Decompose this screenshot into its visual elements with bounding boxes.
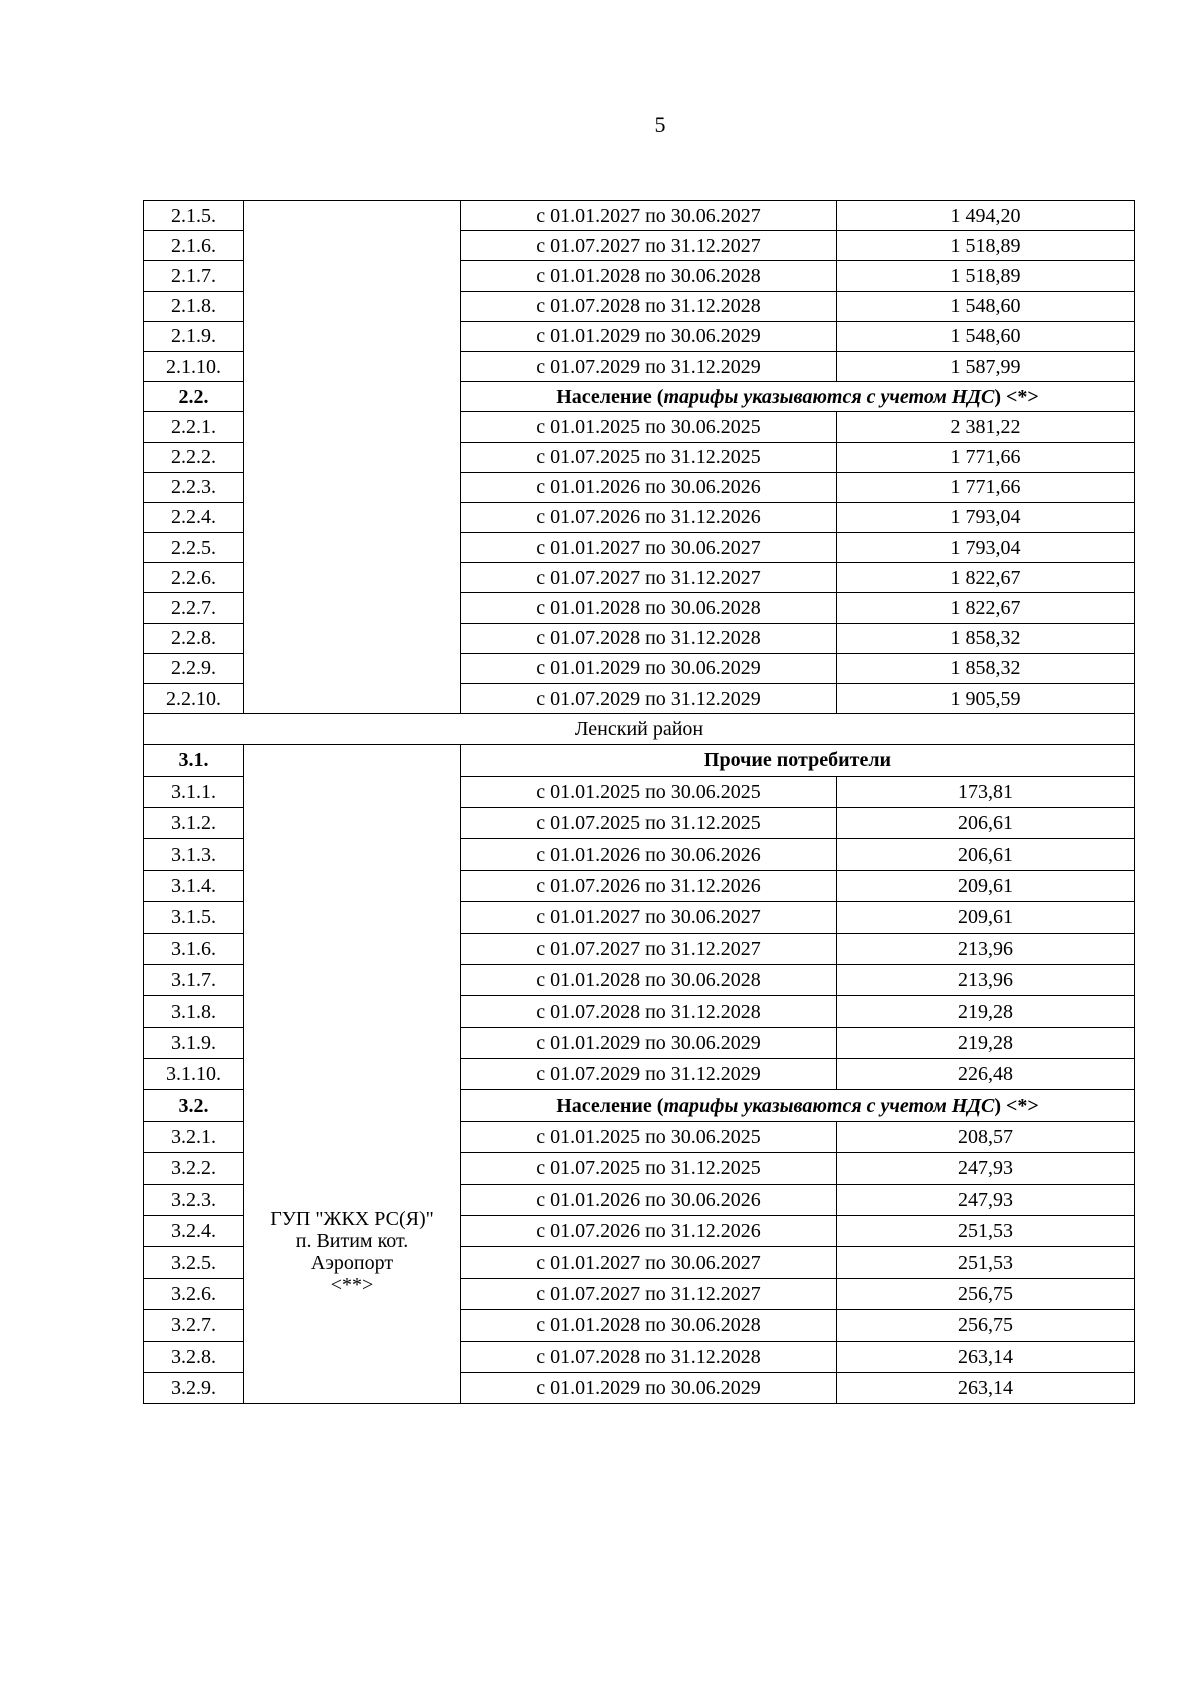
row-number: 3.1.3.	[144, 839, 244, 870]
group-title-suffix: ) <*>	[994, 1094, 1039, 1117]
tariff-value-cell: 1 548,60	[837, 291, 1135, 321]
row-number: 3.2.6.	[144, 1278, 244, 1309]
row-number: 2.1.5.	[144, 201, 244, 231]
organization-name-line: ГУП "ЖКХ РС(Я)"	[270, 1207, 434, 1230]
period-cell: с 01.07.2028 по 31.12.2028	[461, 996, 837, 1027]
group-row	[144, 745, 1135, 776]
tariff-value-cell: 247,93	[837, 1153, 1135, 1184]
tariff-value-cell: 1 771,66	[837, 472, 1135, 502]
tariff-value-cell: 263,14	[837, 1373, 1135, 1404]
group-title	[461, 1090, 1135, 1121]
period-cell: с 01.01.2026 по 30.06.2026	[461, 1184, 837, 1215]
row-number: 3.1.5.	[144, 902, 244, 933]
tariff-table	[143, 200, 1135, 1404]
district-row	[144, 714, 1135, 745]
row-number: 3.2.1.	[144, 1121, 244, 1152]
row-number: 2.2.6.	[144, 563, 244, 593]
tariff-value-cell: 213,96	[837, 933, 1135, 964]
row-number: 3.2.7.	[144, 1310, 244, 1341]
tariff-value-cell: 251,53	[837, 1247, 1135, 1278]
group-title	[461, 382, 1135, 412]
period-cell: с 01.01.2029 по 30.06.2029	[461, 653, 837, 683]
tariff-value-cell: 1 771,66	[837, 442, 1135, 472]
row-number: 2.1.8.	[144, 291, 244, 321]
row-number: 3.1.2.	[144, 807, 244, 838]
tariff-value-cell: 226,48	[837, 1059, 1135, 1090]
row-number: 2.2.3.	[144, 472, 244, 502]
period-cell: с 01.01.2025 по 30.06.2025	[461, 412, 837, 442]
group-number: 3.1.	[144, 745, 244, 776]
row-number: 2.1.9.	[144, 321, 244, 351]
row-number: 3.1.4.	[144, 870, 244, 901]
row-number: 2.1.6.	[144, 231, 244, 261]
tariff-value-cell: 1 822,67	[837, 593, 1135, 623]
tariff-value-cell: 208,57	[837, 1121, 1135, 1152]
period-cell: с 01.01.2029 по 30.06.2029	[461, 1027, 837, 1058]
tariff-value-cell: 1 494,20	[837, 201, 1135, 231]
period-cell: с 01.01.2028 по 30.06.2028	[461, 964, 837, 995]
tariff-value-cell: 1 858,32	[837, 653, 1135, 683]
district-label: Ленский район	[144, 714, 1135, 745]
organization-name-line: п. Витим кот.	[295, 1229, 409, 1252]
period-cell: с 01.07.2026 по 31.12.2026	[461, 1216, 837, 1247]
page-number: 5	[654, 112, 666, 137]
period-cell: с 01.07.2027 по 31.12.2027	[461, 563, 837, 593]
group-title-emphasis: тарифы указываются с учетом НДС	[663, 385, 995, 408]
row-number: 2.2.8.	[144, 623, 244, 653]
tariff-value-cell: 247,93	[837, 1184, 1135, 1215]
row-number: 3.2.4.	[144, 1216, 244, 1247]
period-cell: с 01.07.2029 по 31.12.2029	[461, 684, 837, 714]
period-cell: с 01.07.2029 по 31.12.2029	[461, 1059, 837, 1090]
period-cell: с 01.07.2027 по 31.12.2027	[461, 933, 837, 964]
row-number: 3.1.6.	[144, 933, 244, 964]
period-cell: с 01.07.2027 по 31.12.2027	[461, 231, 837, 261]
period-cell: с 01.01.2028 по 30.06.2028	[461, 1310, 837, 1341]
group-title-text: Население (	[556, 385, 664, 408]
row-number: 2.2.7.	[144, 593, 244, 623]
period-cell: с 01.01.2027 по 30.06.2027	[461, 533, 837, 563]
tariff-value-cell: 209,61	[837, 902, 1135, 933]
tariff-value-cell: 1 548,60	[837, 321, 1135, 351]
group-title-suffix: ) <*>	[994, 385, 1039, 408]
period-cell: с 01.01.2025 по 30.06.2025	[461, 776, 837, 807]
row-number: 2.2.10.	[144, 684, 244, 714]
period-cell: с 01.07.2025 по 31.12.2025	[461, 442, 837, 472]
row-number: 2.2.9.	[144, 653, 244, 683]
period-cell: с 01.01.2028 по 30.06.2028	[461, 593, 837, 623]
period-cell: с 01.01.2027 по 30.06.2027	[461, 902, 837, 933]
tariff-value-cell: 213,96	[837, 964, 1135, 995]
period-cell: с 01.07.2028 по 31.12.2028	[461, 1341, 837, 1372]
row-number: 3.1.1.	[144, 776, 244, 807]
tariff-value-cell: 1 905,59	[837, 684, 1135, 714]
tariff-value-cell: 219,28	[837, 1027, 1135, 1058]
tariff-value-cell: 1 793,04	[837, 533, 1135, 563]
organization-name-line: <**>	[330, 1273, 374, 1296]
period-cell: с 01.07.2025 по 31.12.2025	[461, 807, 837, 838]
tariff-value-cell: 256,75	[837, 1278, 1135, 1309]
tariff-value-cell: 209,61	[837, 870, 1135, 901]
tariff-value-cell: 251,53	[837, 1216, 1135, 1247]
period-cell: с 01.07.2028 по 31.12.2028	[461, 623, 837, 653]
group-title-text: Прочие потребители	[703, 749, 892, 772]
organization-name-line: Аэропорт	[310, 1251, 394, 1274]
period-cell: с 01.01.2028 по 30.06.2028	[461, 261, 837, 291]
tariff-value-cell: 263,14	[837, 1341, 1135, 1372]
period-cell: с 01.01.2029 по 30.06.2029	[461, 1373, 837, 1404]
tariff-value-cell: 206,61	[837, 807, 1135, 838]
table-row	[144, 201, 1135, 231]
tariff-value-cell: 2 381,22	[837, 412, 1135, 442]
row-number: 2.2.2.	[144, 442, 244, 472]
period-cell: с 01.01.2026 по 30.06.2026	[461, 472, 837, 502]
period-cell: с 01.01.2027 по 30.06.2027	[461, 1247, 837, 1278]
period-cell: с 01.07.2027 по 31.12.2027	[461, 1278, 837, 1309]
tariff-value-cell: 1 793,04	[837, 502, 1135, 532]
period-cell: с 01.07.2026 по 31.12.2026	[461, 502, 837, 532]
group-title-emphasis: тарифы указываются с учетом НДС	[663, 1094, 995, 1117]
row-number: 3.1.9.	[144, 1027, 244, 1058]
row-number: 3.2.2.	[144, 1153, 244, 1184]
row-number: 2.2.1.	[144, 412, 244, 442]
row-number: 2.1.10.	[144, 351, 244, 381]
period-cell: с 01.01.2025 по 30.06.2025	[461, 1121, 837, 1152]
period-cell: с 01.01.2027 по 30.06.2027	[461, 201, 837, 231]
group-number: 3.2.	[144, 1090, 244, 1121]
row-number: 3.1.8.	[144, 996, 244, 1027]
period-cell: с 01.07.2029 по 31.12.2029	[461, 351, 837, 381]
row-number: 2.2.4.	[144, 502, 244, 532]
period-cell: с 01.01.2026 по 30.06.2026	[461, 839, 837, 870]
row-number: 3.1.7.	[144, 964, 244, 995]
row-number: 3.2.5.	[144, 1247, 244, 1278]
tariff-value-cell: 1 518,89	[837, 261, 1135, 291]
tariff-value-cell: 206,61	[837, 839, 1135, 870]
row-number: 2.1.7.	[144, 261, 244, 291]
tariff-value-cell: 1 858,32	[837, 623, 1135, 653]
row-number: 2.2.5.	[144, 533, 244, 563]
period-cell: с 01.07.2026 по 31.12.2026	[461, 870, 837, 901]
group-title-text: Население (	[556, 1094, 664, 1117]
tariff-value-cell: 1 822,67	[837, 563, 1135, 593]
tariff-value-cell: 256,75	[837, 1310, 1135, 1341]
tariff-value-cell: 173,81	[837, 776, 1135, 807]
tariff-table-body	[144, 201, 1135, 1404]
row-number: 3.2.3.	[144, 1184, 244, 1215]
group-number: 2.2.	[144, 382, 244, 412]
organization-cell	[244, 201, 461, 714]
group-title	[461, 745, 1135, 776]
tariff-value-cell: 1 518,89	[837, 231, 1135, 261]
period-cell: с 01.01.2029 по 30.06.2029	[461, 321, 837, 351]
row-number: 3.2.8.	[144, 1341, 244, 1372]
period-cell: с 01.07.2028 по 31.12.2028	[461, 291, 837, 321]
tariff-value-cell: 1 587,99	[837, 351, 1135, 381]
period-cell: с 01.07.2025 по 31.12.2025	[461, 1153, 837, 1184]
row-number: 3.2.9.	[144, 1373, 244, 1404]
organization-cell	[244, 745, 461, 1404]
tariff-value-cell: 219,28	[837, 996, 1135, 1027]
row-number: 3.1.10.	[144, 1059, 244, 1090]
